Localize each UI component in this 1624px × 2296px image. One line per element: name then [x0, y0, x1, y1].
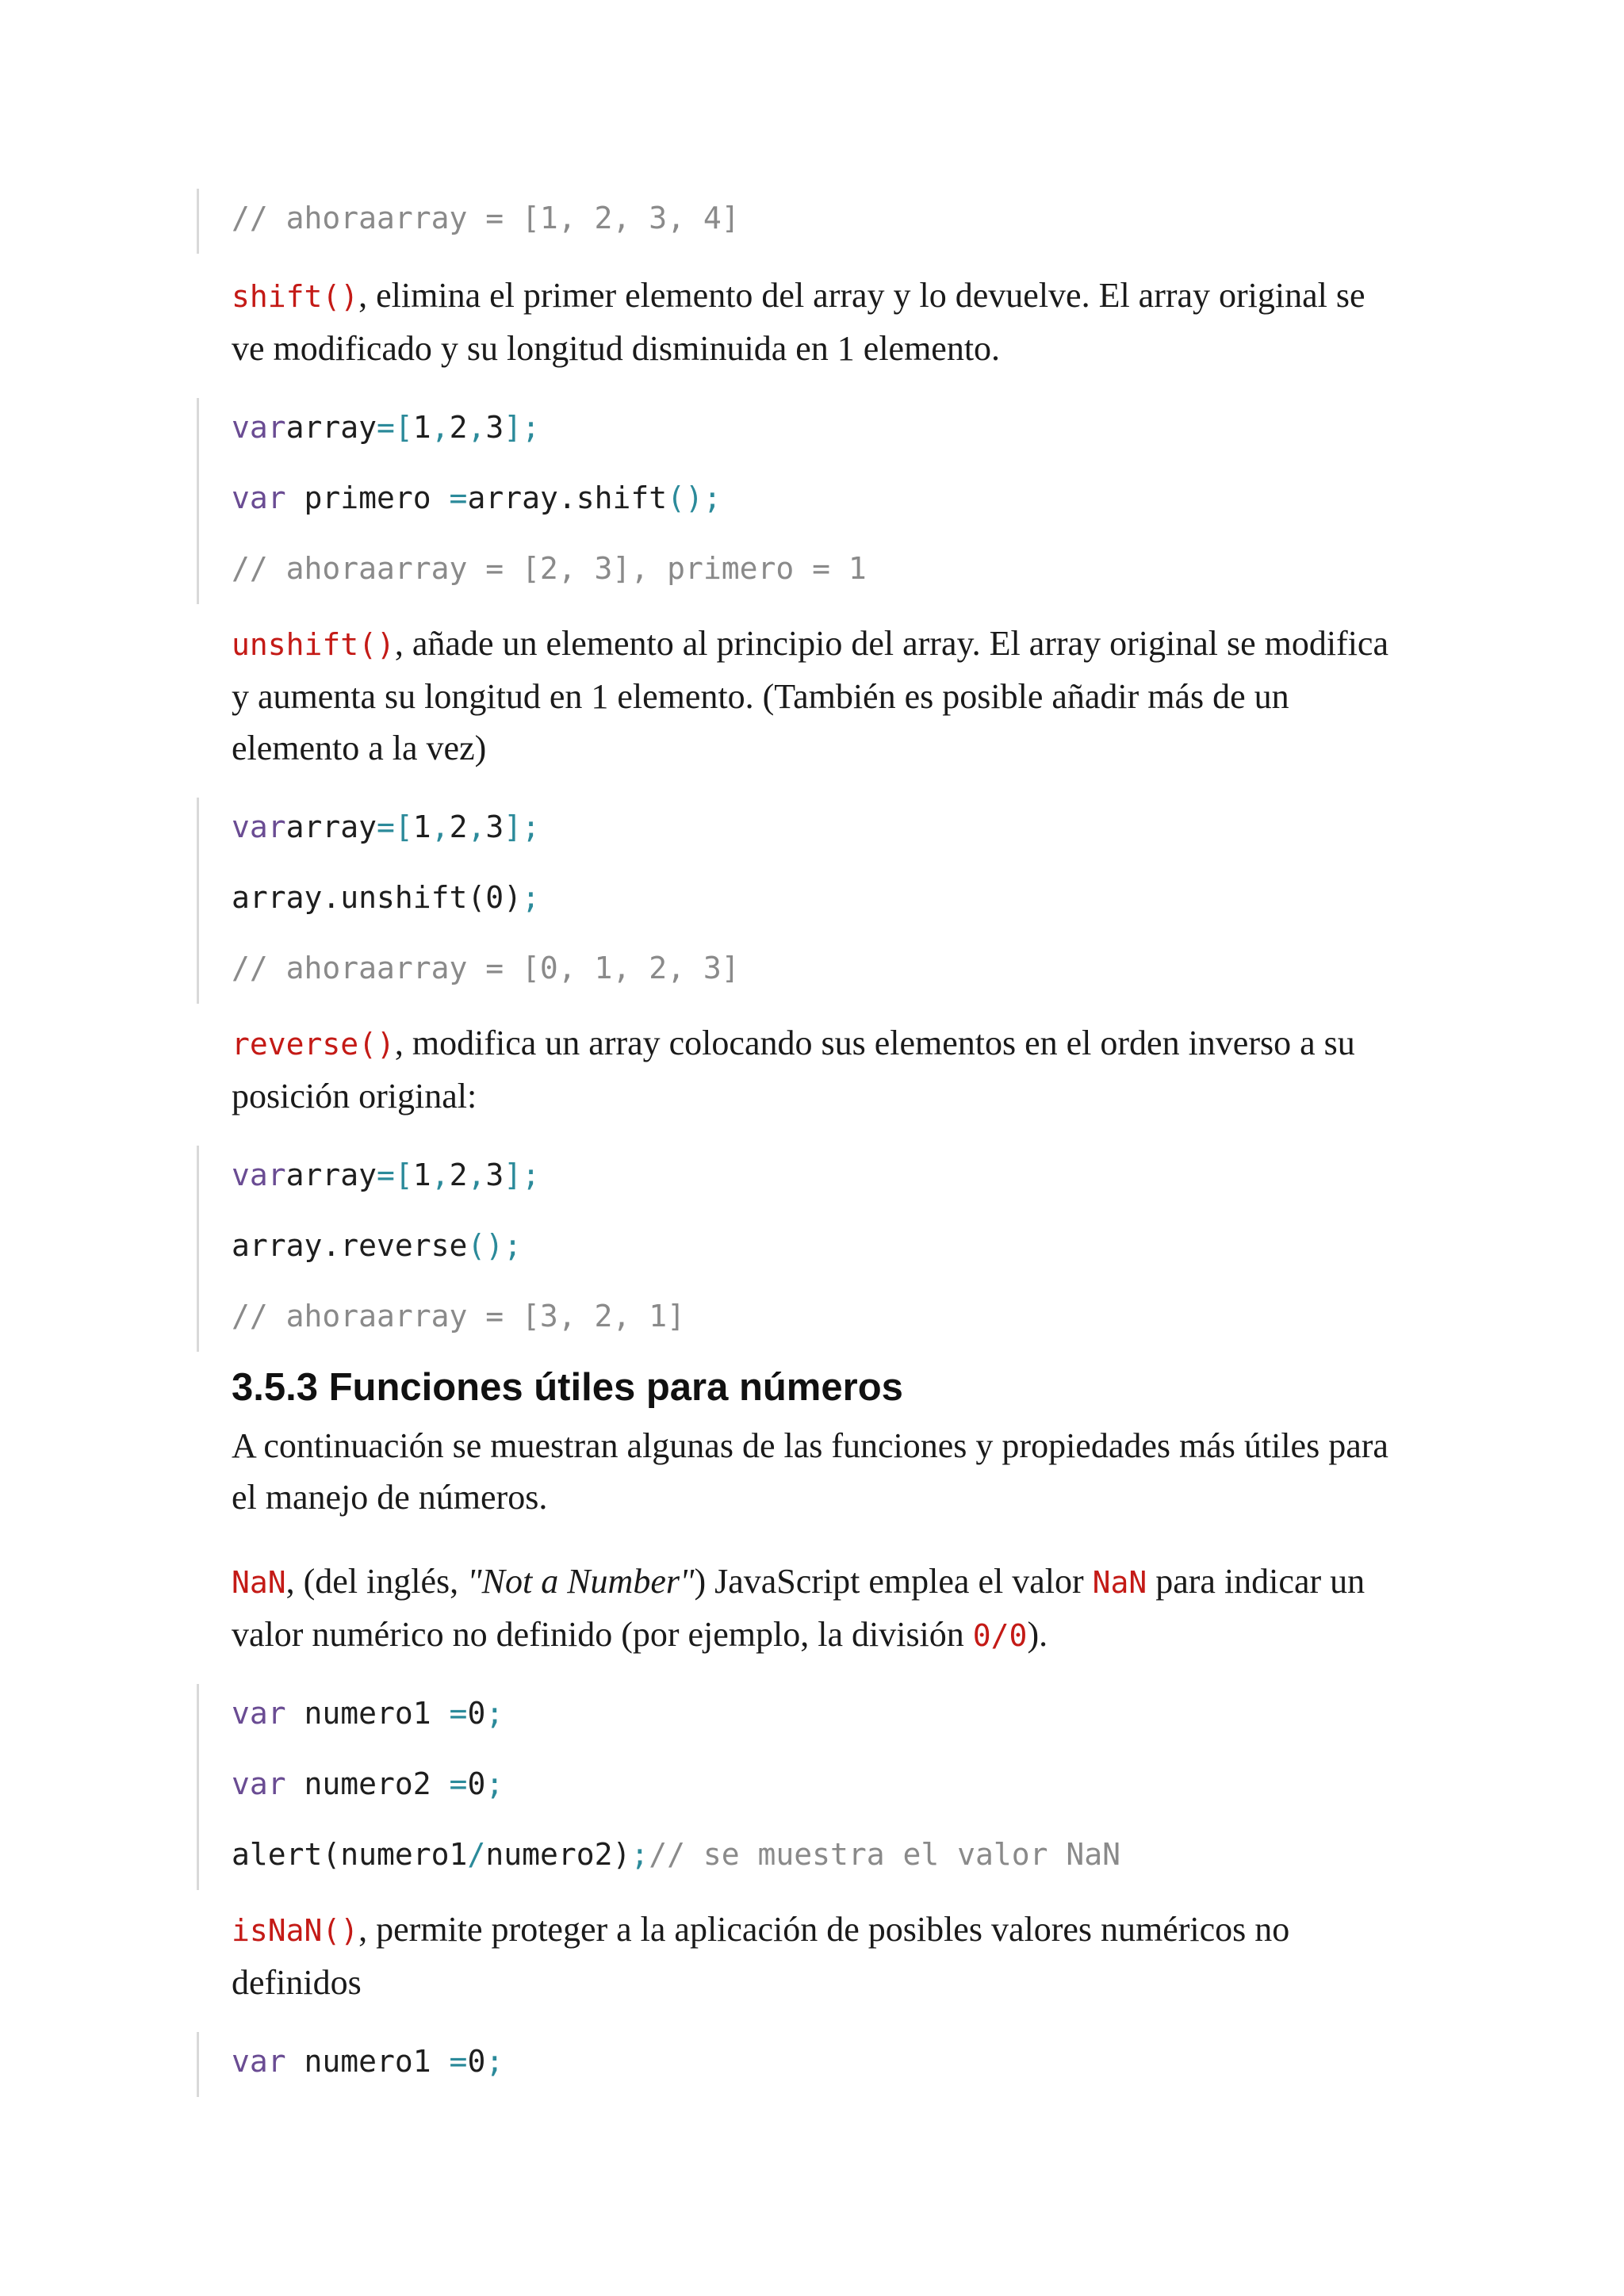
code-punct: =	[449, 2044, 468, 2079]
paragraph-text: , (del inglés,	[285, 1562, 468, 1601]
code-text: array.shift	[467, 480, 668, 515]
code-text: primero	[285, 480, 450, 515]
code-text: array.unshift(0)	[232, 880, 523, 915]
code-text: array	[285, 1158, 377, 1192]
code-punct: ;	[485, 2044, 504, 2079]
code-line	[232, 183, 740, 254]
code-number: 0	[467, 1766, 486, 1801]
quoted-term: "Not a Number"	[467, 1562, 695, 1601]
code-punct: =[	[377, 410, 413, 445]
code-line	[232, 463, 867, 534]
code-comment: // ahoraarray = [1, 2, 3, 4]	[232, 201, 740, 235]
code-block	[197, 398, 867, 604]
function-name: NaN	[232, 1565, 286, 1600]
code-line	[232, 933, 740, 1004]
paragraph-text: para indicar un valor numérico no definido (por ejemplo, la división	[232, 1562, 1365, 1654]
code-number: 2	[449, 410, 468, 445]
code-comment: // ahoraarray = [3, 2, 1]	[232, 1299, 685, 1334]
code-line	[232, 534, 867, 604]
code-line	[232, 792, 740, 863]
reverse-description	[232, 1017, 1389, 1122]
code-punct: /	[467, 1837, 486, 1872]
unshift-description	[232, 618, 1389, 774]
function-name: unshift()	[232, 627, 395, 662]
code-comment: // ahoraarray = [0, 1, 2, 3]	[232, 951, 740, 985]
paragraph-text: ) JavaScript emplea el valor	[694, 1562, 1093, 1601]
code-line	[232, 1281, 685, 1352]
code-line	[232, 1140, 685, 1211]
code-block	[197, 189, 740, 254]
keyword: var	[232, 1766, 286, 1801]
code-number: 3	[485, 410, 504, 445]
code-punct: ,	[431, 809, 450, 844]
keyword: var	[232, 1158, 286, 1192]
code-punct: ,	[467, 809, 486, 844]
code-number: 0	[467, 2044, 486, 2079]
paragraph-text: , modifica un array colocando sus elementos en el orden inverso a su posición original:	[232, 1024, 1355, 1115]
code-comment: // ahoraarray = [2, 3], primero = 1	[232, 551, 867, 586]
code-text: numero2	[285, 1766, 450, 1801]
paragraph-text: A continuación se muestran algunas de las funciones y propiedades más útiles para el manejo de números.	[232, 1426, 1388, 1517]
code-punct: =	[449, 1696, 468, 1731]
code-block	[197, 1146, 685, 1352]
code-punct: ;	[522, 880, 540, 915]
numbers-intro	[232, 1420, 1389, 1523]
section-heading: 3.5.3 Funciones útiles para números	[232, 1366, 903, 1409]
code-number: 0	[467, 1696, 486, 1731]
isnan-description	[232, 1904, 1389, 2008]
keyword: var	[232, 480, 286, 515]
code-punct: ];	[504, 410, 541, 445]
paragraph-text: , elimina el primer elemento del array y lo devuelve. El array original se ve modificado y su longitud disminuida en 1 elemento.	[232, 276, 1365, 368]
code-block	[197, 1684, 1120, 1890]
code-number: 2	[449, 1158, 468, 1192]
code-punct: ,	[467, 1158, 486, 1192]
code-line	[232, 1749, 1120, 1820]
code-text: numero2)	[485, 1837, 631, 1872]
code-punct: =[	[377, 1158, 413, 1192]
code-punct: ;	[485, 1696, 504, 1731]
code-punct: ,	[431, 410, 450, 445]
code-punct: ;	[630, 1837, 649, 1872]
code-number: 3	[485, 809, 504, 844]
function-name: NaN	[1092, 1565, 1147, 1600]
shift-description	[232, 270, 1389, 374]
paragraph-text: , permite proteger a la aplicación de posibles valores numéricos no definidos	[232, 1910, 1290, 2002]
paragraph-text: ).	[1027, 1615, 1048, 1654]
code-text: array.reverse	[232, 1228, 468, 1263]
code-number: 2	[449, 809, 468, 844]
function-name: shift()	[232, 279, 359, 314]
code-punct: ;	[485, 1766, 504, 1801]
code-punct: ();	[667, 480, 722, 515]
code-text: array	[285, 809, 377, 844]
code-line	[232, 1820, 1120, 1890]
keyword: var	[232, 1696, 286, 1731]
code-punct: =[	[377, 809, 413, 844]
code-punct: =	[449, 480, 468, 515]
code-text: array	[285, 410, 377, 445]
code-number: 3	[485, 1158, 504, 1192]
code-line	[232, 863, 740, 933]
keyword: var	[232, 2044, 286, 2079]
code-punct: ,	[431, 1158, 450, 1192]
code-block	[197, 2032, 504, 2097]
code-line	[232, 1678, 1120, 1749]
code-punct: ,	[467, 410, 486, 445]
function-name: isNaN()	[232, 1913, 359, 1948]
function-name: reverse()	[232, 1027, 395, 1062]
code-text: numero1	[285, 1696, 450, 1731]
paragraph-text: , añade un elemento al principio del array. El array original se modifica y aumenta su longitud en 1 elemento. (También es posible añadir más de un elemento a la vez)	[232, 624, 1388, 767]
code-punct: =	[449, 1766, 468, 1801]
keyword: var	[232, 410, 286, 445]
code-line	[232, 392, 867, 463]
keyword: var	[232, 809, 286, 844]
code-comment: // se muestra el valor NaN	[649, 1837, 1121, 1872]
code-text: alert(numero1	[232, 1837, 468, 1872]
code-line	[232, 2026, 504, 2097]
code-number: 1	[412, 809, 431, 844]
code-text: numero1	[285, 2044, 450, 2079]
code-punct: ];	[504, 809, 541, 844]
nan-description	[232, 1556, 1389, 1662]
code-number: 1	[412, 410, 431, 445]
code-block	[197, 798, 740, 1004]
code-punct: ();	[467, 1228, 523, 1263]
inline-code: 0/0	[972, 1618, 1028, 1653]
code-punct: ];	[504, 1158, 541, 1192]
code-line	[232, 1211, 685, 1281]
code-number: 1	[412, 1158, 431, 1192]
